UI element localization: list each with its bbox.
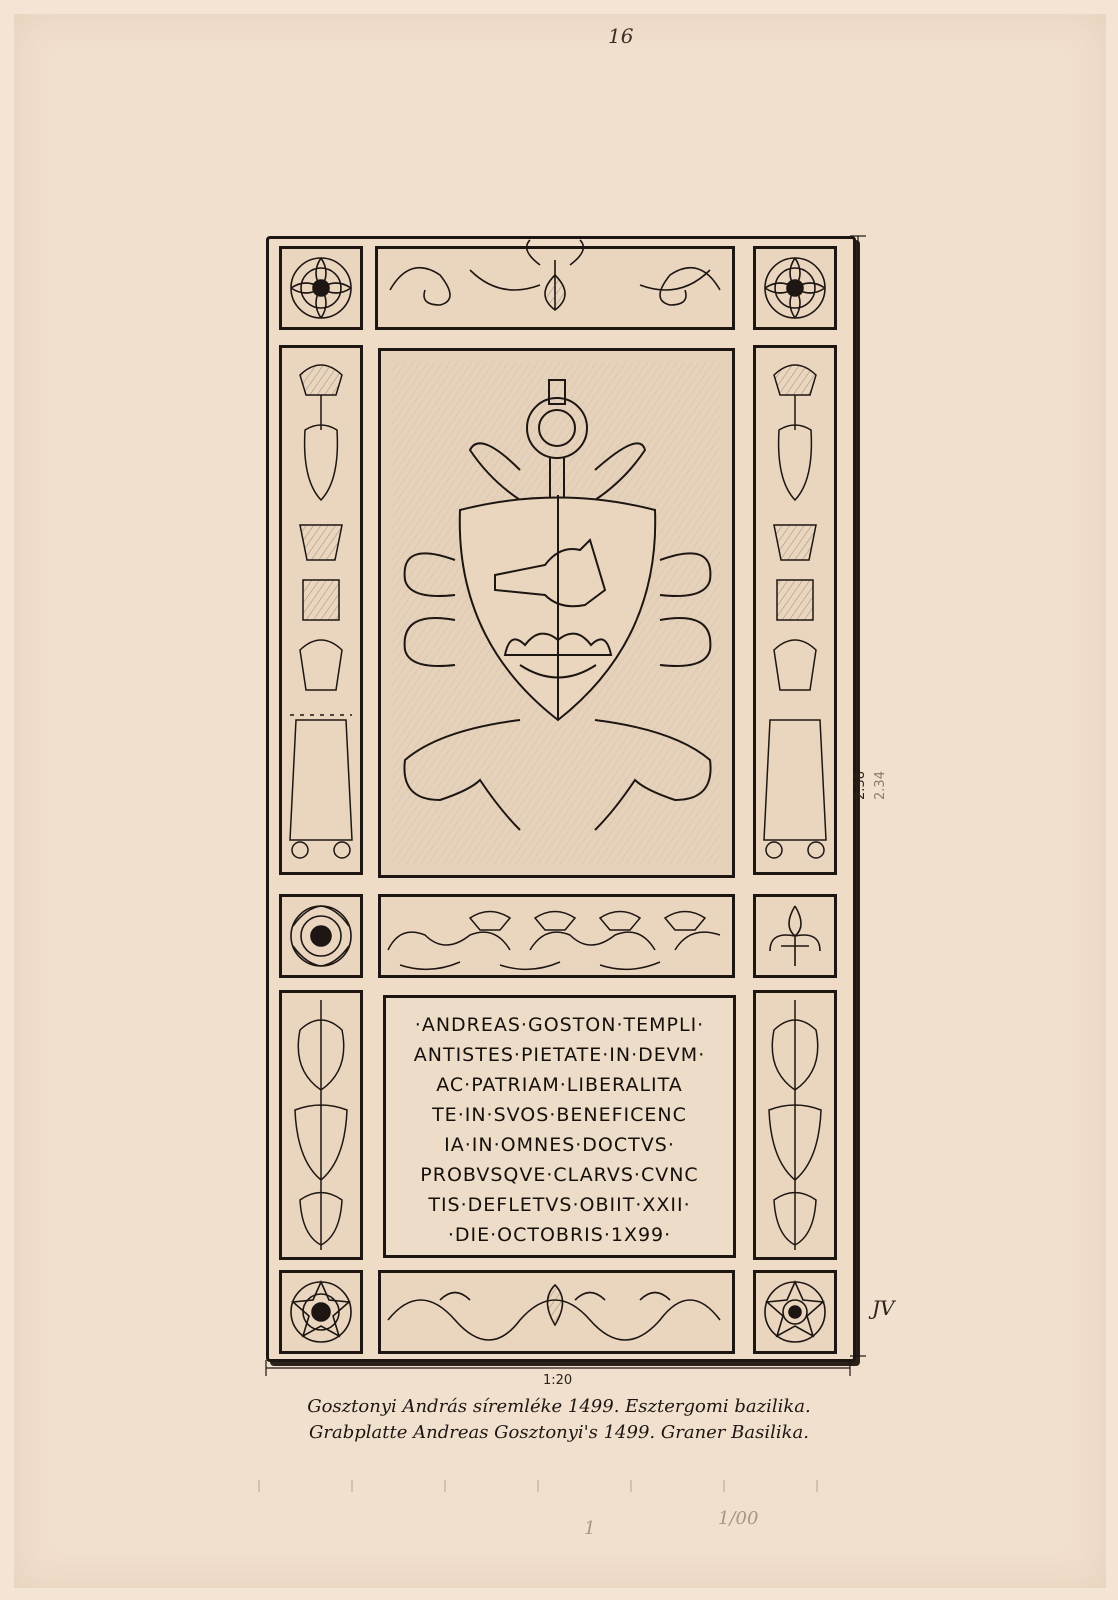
candelabrum-left-icon [290,365,352,858]
pencil-ticks [259,1480,817,1492]
scale-label: 1:20 [543,1373,573,1388]
inscription-line-2: ANTISTES·PIETATE·IN·DEVM· [413,1044,706,1066]
artist-monogram: JV [872,1296,895,1320]
coat-of-arms-icon [392,362,721,864]
inscription-line-8: ·DIE·OCTOBRIS·1X99· [447,1224,672,1246]
caption-german: Grabplatte Andreas Gosztonyi's 1499. Graner Basilika. [309,1422,809,1443]
scroll-frieze-icon [390,240,720,310]
height-label-b: 2.34 [872,771,888,800]
faint-mark-right: 1/00 [718,1508,759,1529]
caption-hungarian: Gosztonyi András síremléke 1499. Esztergomi bazilika. [307,1396,811,1417]
vase-ornament-right-icon [769,1000,821,1250]
wave-frieze-icon [388,1285,720,1340]
inscription-panel [383,995,736,1258]
inscription-line-6: PROBVSQVE·CLARVS·CVNC [420,1164,699,1186]
vase-ornament-left-icon [295,1000,347,1250]
inscription-line-5: IA·IN·OMNES·DOCTVS· [444,1134,675,1156]
inscription-line-4: TE·IN·SVOS·BENEFICENC [432,1104,687,1126]
inscription-line-7: TIS·DEFLETVS·OBIIT·XXII· [428,1194,691,1216]
inscription-line-1: ·ANDREAS·GOSTON·TEMPLI· [414,1014,705,1036]
height-label-a: 2.38 [852,771,868,800]
inscription-line-3: AC·PATRIAM·LIBERALITA [436,1074,683,1096]
faint-mark-left: 1 [584,1518,596,1539]
candelabrum-right-icon [764,365,826,858]
page-number: 16 [608,24,634,48]
urn-frieze-icon [388,912,720,970]
